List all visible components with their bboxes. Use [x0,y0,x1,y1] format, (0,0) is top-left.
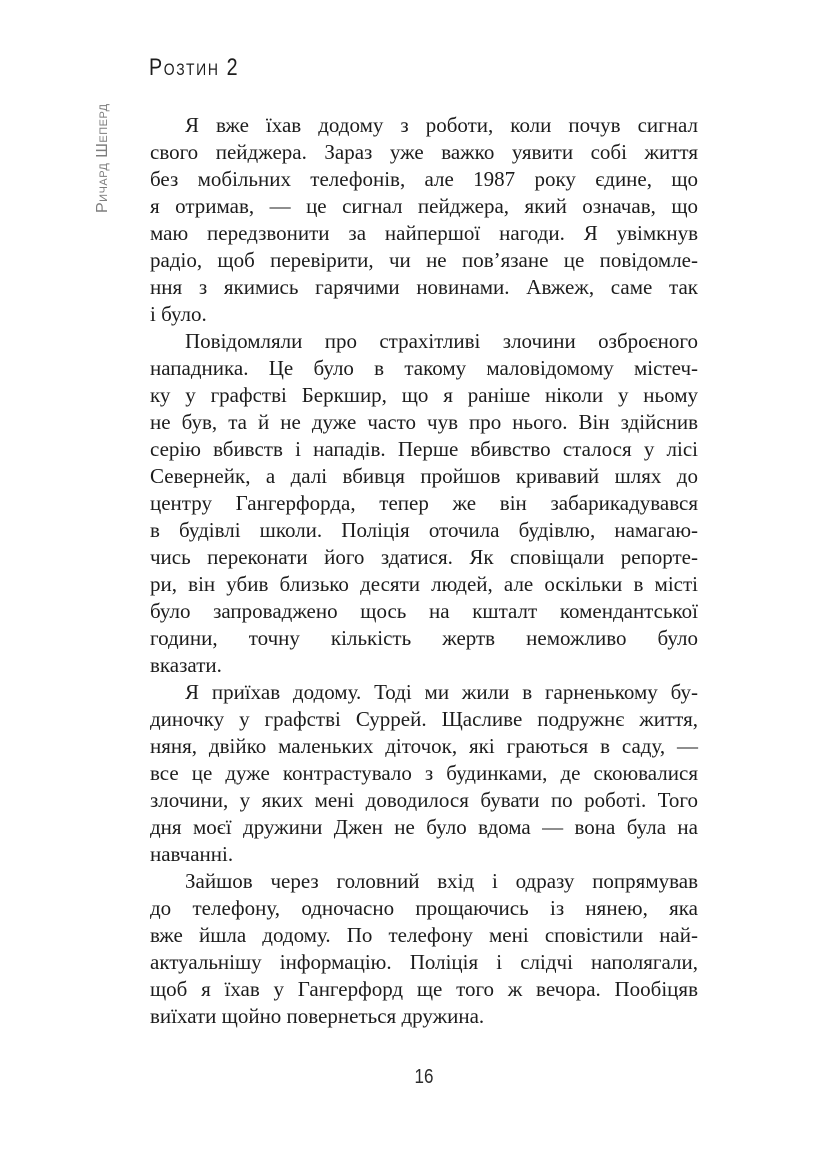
text-line: не був, та й не дуже часто чув про нього. Він здійснив [150,410,698,434]
text-line: диночку у графстві Суррей. Щасливе подружнє життя, [150,707,698,731]
text-line: все це дуже контрастувало з будинками, де скоювалися [150,761,698,785]
text-line: няня, двійко маленьких діточок, які граються в саду, — [150,734,698,758]
text-line: Севернейк, а далі вбивця пройшов кривавий шлях до [150,464,698,488]
text-line: Зайшов через головний вхід і одразу попрямував [185,869,698,893]
text-line: Повідомляли про страхітливі злочини озброєного [185,329,698,353]
text-line: свого пейджера. Зараз уже важко уявити собі життя [150,140,698,164]
text-line: до телефону, одночасно прощаючись із нянею, яка [150,896,698,920]
paragraph [150,868,698,1030]
text-line: навчанні. [150,842,234,866]
text-line: актуальнішу інформацію. Поліція і слідчі наполягали, [150,950,698,974]
paragraph [150,328,698,679]
text-line: години, точну кількість жертв неможливо було [150,626,698,650]
text-line: радіо, щоб перевірити, чи не пов’язане це повідомле- [150,248,698,272]
text-line: без мобільних телефонів, але 1987 року єдине, що [150,167,698,191]
paragraph [150,679,698,868]
text-line: вказати. [150,653,222,677]
text-line: виїхати щойно повернеться дружина. [150,1004,485,1028]
text-line: Я приїхав додому. Тоді ми жили в гарненькому бу- [185,680,698,704]
paragraph [150,112,698,328]
text-line: Я вже їхав додому з роботи, коли почув сигнал [185,113,698,137]
page-number: 16 [414,1066,434,1088]
text-line: було запроваджено щось на кшталт комендантської [150,599,698,623]
text-line: я отримав, — це сигнал пейджера, який означав, що [150,194,698,218]
text-line: щоб я їхав у Гангерфорд ще того ж вечора. Пообіцяв [150,977,698,1001]
text-line: серію вбивств і нападів. Перше вбивство сталося у лісі [150,437,698,461]
text-line: дня моєї дружини Джен не було вдома — вона була на [150,815,698,839]
running-head-chapter-label: Розтин 2 [149,54,240,81]
text-line: ри, він убив близько десяти людей, але оскільки в місті [150,572,698,596]
text-line: чись переконати його здатися. Як сповіщали репорте- [150,545,698,569]
text-line: нападника. Це було в такому маловідомому містеч- [150,356,698,380]
text-line: ку у графстві Беркшир, що я раніше ніколи у ньому [150,383,698,407]
text-line: в будівлі школи. Поліція оточила будівлю, намагаю- [150,518,698,542]
text-line: маю передзвонити за найпершої нагоди. Я увімкнув [150,221,698,245]
text-line: і було. [150,302,207,326]
text-line: злочини, у яких мені доводилося бувати по роботі. Того [150,788,698,812]
text-line: вже йшла додому. По телефону мені сповістили най- [150,923,698,947]
author-vertical-label: Ричард Шеперд [94,103,111,213]
text-line: центру Гангерфорда, тепер же він забарикадувався [150,491,698,515]
body-text [150,112,698,1030]
text-line: ння з якимись гарячими новинами. Авжеж, саме так [150,275,698,299]
